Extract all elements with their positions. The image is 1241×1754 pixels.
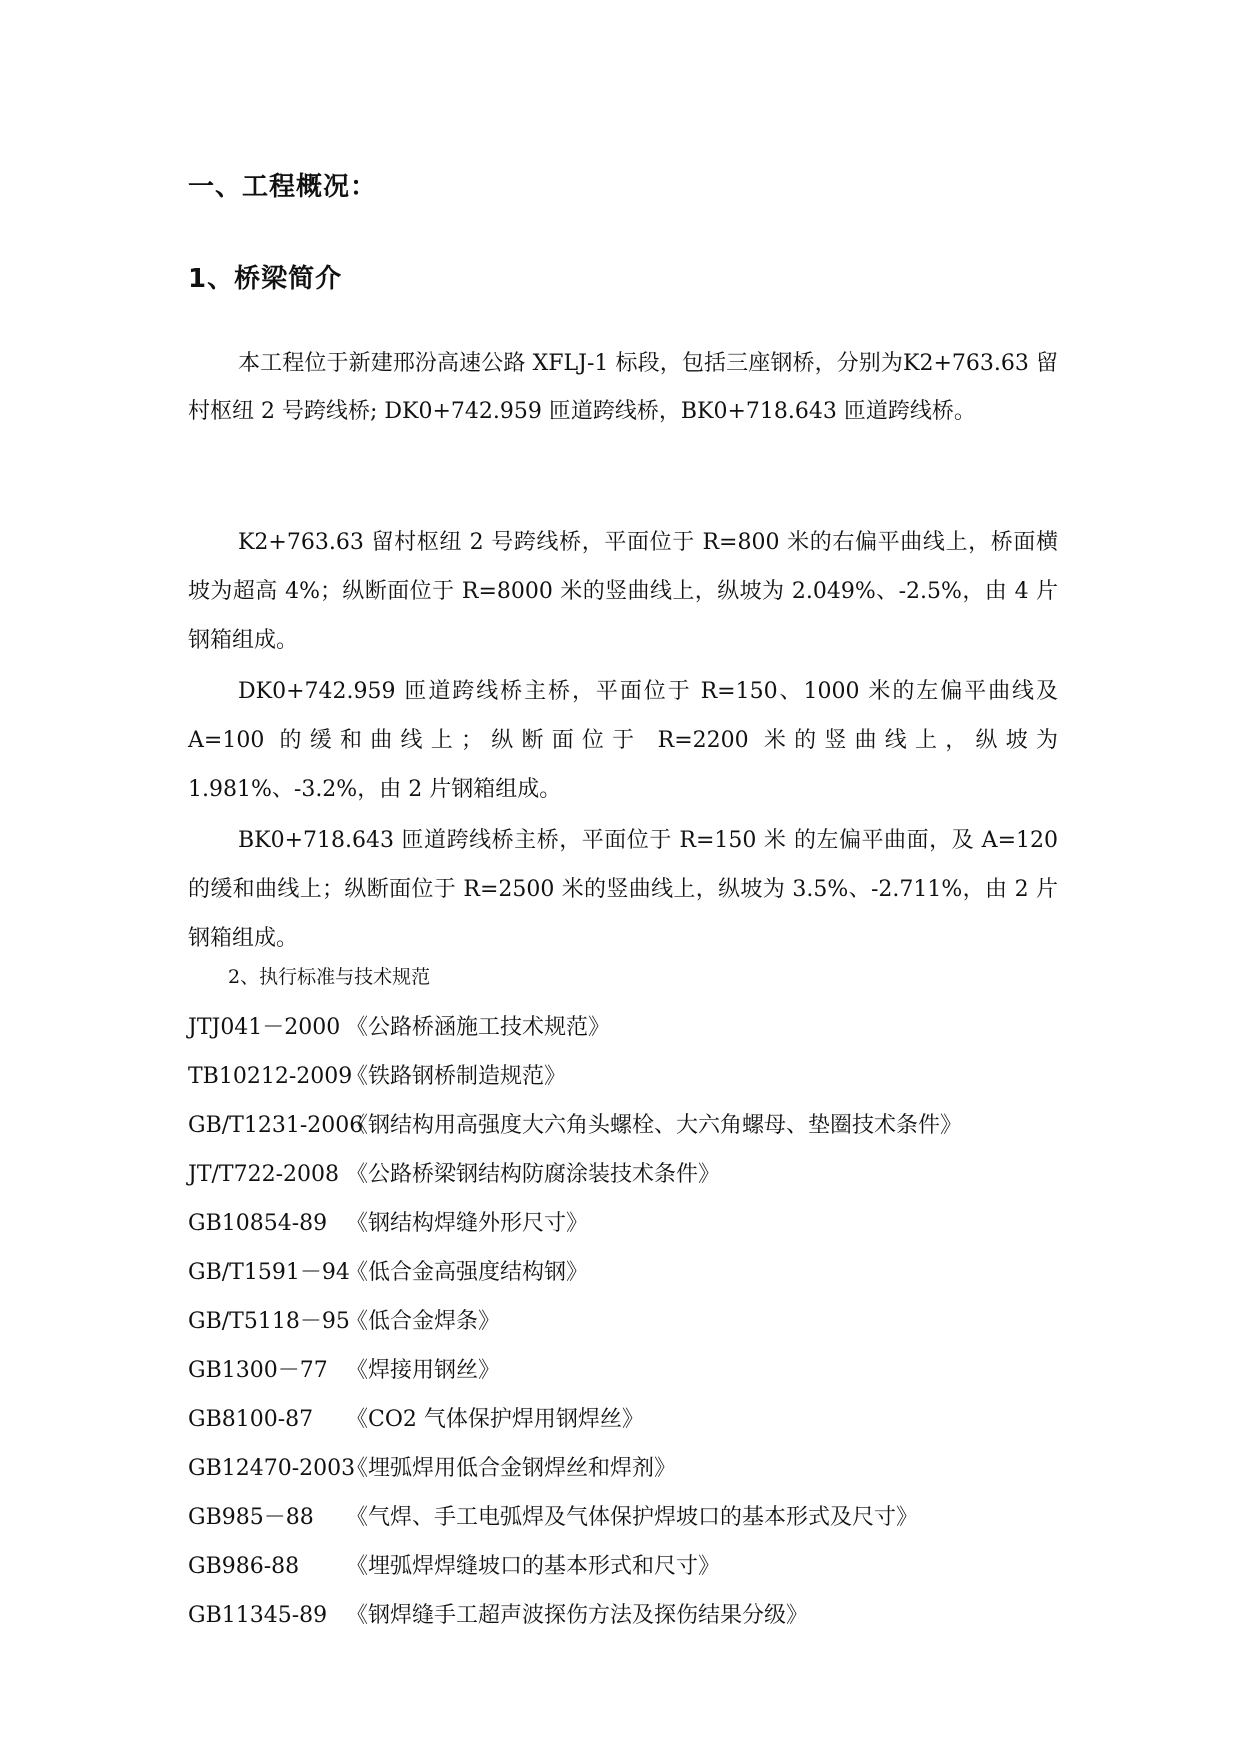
standard-code: GB1300－77 xyxy=(188,1358,328,1383)
standard-row xyxy=(188,1248,1088,1297)
standard-row xyxy=(188,1493,1088,1542)
standard-row xyxy=(188,1542,1088,1591)
standard-row xyxy=(188,1395,1088,1444)
standard-name: 《气焊、手工电弧焊及气体保护焊坡口的基本形式及尺寸》 xyxy=(346,1505,919,1530)
paragraph-k2-bridge: K2+763.63 留村枢纽 2 号跨线桥，平面位于 R=800 米的右偏平曲线上，桥面横坡为超高 4%；纵断面位于 R=8000 米的竖曲线上，纵坡为 2.049%、-2.5%，由 4 片钢箱组成。 xyxy=(188,530,1058,653)
standard-code: TB10212-2009 xyxy=(188,1064,353,1089)
standard-code: GB10854-89 xyxy=(188,1211,328,1236)
standard-row xyxy=(188,1346,1088,1395)
standard-code: GB8100-87 xyxy=(188,1407,314,1432)
standard-name: 《钢结构焊缝外形尺寸》 xyxy=(346,1211,589,1236)
standard-name: 《低合金高强度结构钢》 xyxy=(346,1260,589,1285)
standard-code: GB/T5118－95 xyxy=(188,1309,350,1334)
standard-name: 《埋弧焊焊缝坡口的基本形式和尺寸》 xyxy=(346,1554,721,1579)
standard-row xyxy=(188,1199,1088,1248)
standard-name: 《CO2 气体保护焊用钢焊丝》 xyxy=(346,1407,644,1432)
standard-code: GB12470-2003 xyxy=(188,1456,356,1481)
standard-code: JTJ041－2000 xyxy=(188,1015,341,1040)
standard-code: JT/T722-2008 xyxy=(188,1162,339,1187)
standard-code: GB/T1231-2006 xyxy=(188,1113,364,1138)
standard-row xyxy=(188,1101,1088,1150)
standard-name: 《埋弧焊用低合金钢焊丝和焊剂》 xyxy=(346,1456,677,1481)
standard-name: 《公路桥梁钢结构防腐涂装技术条件》 xyxy=(346,1162,721,1187)
standard-row xyxy=(188,1444,1088,1493)
section-heading: 1、桥梁简介 xyxy=(188,264,343,294)
standard-row xyxy=(188,1150,1088,1199)
standards-list xyxy=(188,1003,1088,1640)
standard-row xyxy=(188,1052,1088,1101)
standard-code: GB/T1591－94 xyxy=(188,1260,350,1285)
standard-name: 《钢结构用高强度大六角头螺栓、大六角螺母、垫圈技术条件》 xyxy=(346,1113,963,1138)
standard-code: GB11345-89 xyxy=(188,1603,328,1628)
standard-row xyxy=(188,1297,1088,1346)
standard-code: GB985－88 xyxy=(188,1505,314,1530)
standard-name: 《公路桥涵施工技术规范》 xyxy=(346,1015,611,1040)
paragraph-dk0-bridge: DK0+742.959 匝道跨线桥主桥，平面位于 R=150、1000 米的左偏平曲线及 A=100 的缓和曲线上；纵断面位于 R=2200 米的竖曲线上，纵坡为 1.981%、-3.2%，由 2 片钢箱组成。 xyxy=(188,679,1058,802)
standard-name: 《钢焊缝手工超声波探伤方法及探伤结果分级》 xyxy=(346,1603,809,1628)
standard-code: GB986-88 xyxy=(188,1554,300,1579)
standard-row xyxy=(188,1003,1088,1052)
paragraph-bk0-bridge: BK0+718.643 匝道跨线桥主桥，平面位于 R=150 米 的左偏平曲面，及 A=120 的缓和曲线上；纵断面位于 R=2500 米的竖曲线上，纵坡为 3.5%、-2.711%，由 2 片钢箱组成。 xyxy=(188,828,1058,951)
standard-name: 《焊接用钢丝》 xyxy=(346,1358,501,1383)
standard-row xyxy=(188,1591,1088,1640)
paragraph-overview: 本工程位于新建邢汾高速公路 XFLJ-1 标段，包括三座钢桥，分别为K2+763.63 留村枢纽 2 号跨线桥; DK0+742.959 匝道跨线桥，BK0+718.643 匝道跨线桥。 xyxy=(188,351,1058,424)
chapter-heading: 一、工程概况： xyxy=(188,172,378,202)
standard-name: 《低合金焊条》 xyxy=(346,1309,501,1334)
standards-heading: 2、执行标准与技术规范 xyxy=(228,966,431,988)
standard-name: 《铁路钢桥制造规范》 xyxy=(346,1064,567,1089)
